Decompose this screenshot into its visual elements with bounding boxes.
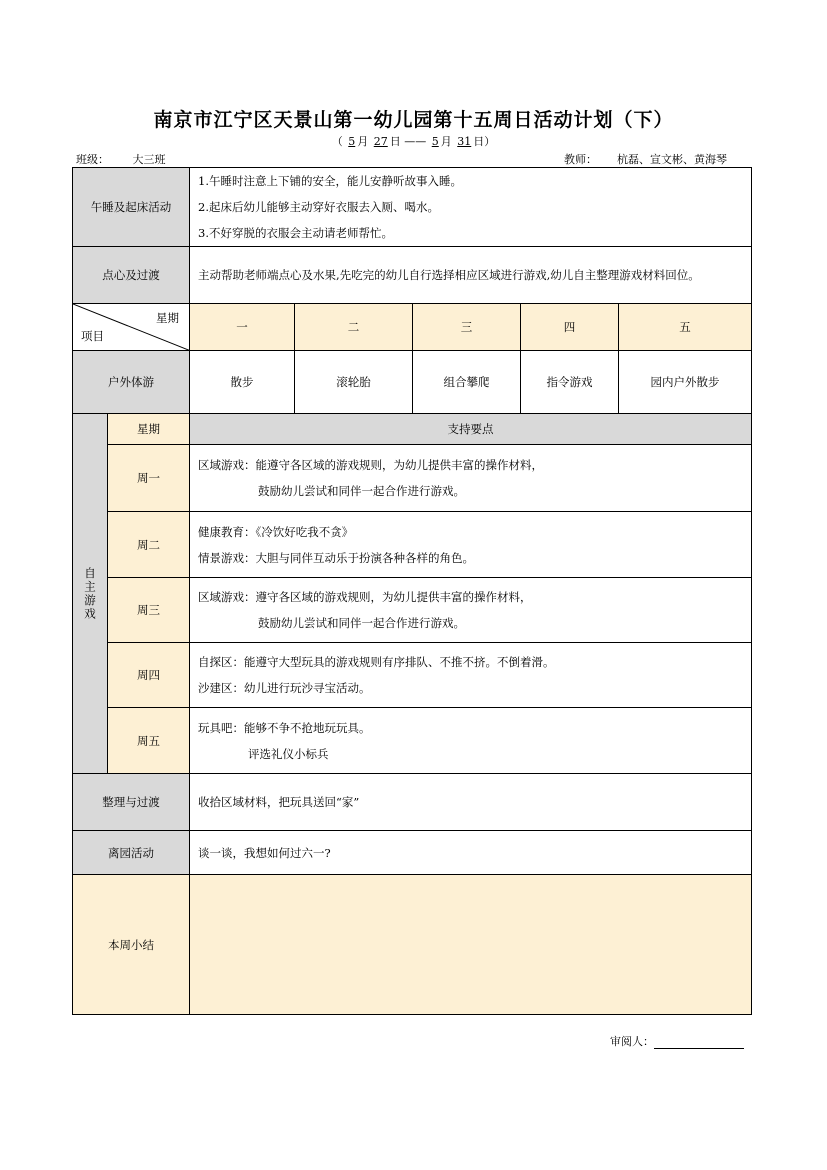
self-play-support: [190, 445, 752, 512]
activity-plan-table: [72, 167, 752, 1015]
self-play-label: [73, 414, 108, 774]
self-play-row-wed: [73, 578, 752, 643]
diagonal-header-cell: [73, 304, 190, 351]
leave-row: [73, 831, 752, 875]
outdoor-row: [73, 351, 752, 414]
nap-content: [190, 168, 752, 247]
outdoor-label: 户外体游: [73, 351, 190, 414]
support-line: 健康教育：《冷饮好吃我不贪》: [198, 524, 354, 539]
self-play-row-thu: [73, 643, 752, 708]
class-label: 班级：: [76, 153, 109, 166]
self-play-support: [190, 512, 752, 578]
date-range: [0, 133, 827, 149]
self-play-header-row: [73, 414, 752, 445]
reviewer-label: 审阅人：: [610, 1035, 654, 1048]
start-month: 5: [348, 135, 356, 148]
support-line: 情景游戏：大胆与同伴互动乐于扮演各种各样的角色。: [198, 550, 474, 565]
leave-label: 离园活动: [73, 831, 190, 875]
day-header-wed: 三: [413, 304, 521, 351]
self-play-day: 周二: [108, 512, 190, 578]
class-info: [76, 151, 189, 168]
snack-row: [73, 247, 752, 304]
teacher-info: [564, 151, 747, 168]
support-line: 评选礼仪小标兵: [248, 746, 329, 761]
day-header-tue: 二: [295, 304, 413, 351]
summary-row: [73, 875, 752, 1015]
support-line: 玩具吧：能够不争不抢地玩玩具。: [198, 720, 371, 735]
self-play-support: [190, 578, 752, 643]
nap-line: 1.午睡时注意上下铺的安全，能儿安静听故事入睡。: [198, 174, 462, 188]
self-play-support: [190, 708, 752, 774]
support-line: 沙建区：幼儿进行玩沙寻宝活动。: [198, 681, 371, 695]
summary-label: 本周小结: [73, 875, 190, 1015]
self-play-day: 周五: [108, 708, 190, 774]
day-char: 日: [389, 135, 401, 148]
reviewer-signature-line[interactable]: [654, 1036, 744, 1049]
diag-weekday-label: 星期: [156, 311, 179, 325]
week-header-row: [73, 304, 752, 351]
day-header-mon: 一: [190, 304, 295, 351]
outdoor-item-tue: 滚轮胎: [295, 351, 413, 414]
self-play-row-tue: [73, 512, 752, 578]
outdoor-item-wed: 组合攀爬: [413, 351, 521, 414]
support-line: 鼓励幼儿尝试和同伴一起合作进行游戏。: [258, 616, 465, 630]
self-play-row-mon: [73, 445, 752, 512]
self-play-support: [190, 643, 752, 708]
self-play-support-col: 支持要点: [190, 414, 752, 445]
self-play-day: 周一: [108, 445, 190, 512]
page-title: 南京市江宁区天景山第一幼儿园第十五周日活动计划（下）: [153, 109, 674, 131]
snack-label: 点心及过渡: [73, 247, 190, 304]
diag-item-label: 项目: [81, 329, 104, 343]
support-line: 区域游戏：能遵守各区域的游戏规则，为幼儿提供丰富的操作材料，: [198, 458, 543, 472]
snack-content: 主动帮助老师端点心及水果,先吃完的幼儿自行选择相应区域进行游戏,幼儿自主整理游戏材料回位。: [190, 247, 752, 304]
self-play-day: 周四: [108, 643, 190, 708]
outdoor-item-thu: 指令游戏: [521, 351, 619, 414]
teacher-label: 教师：: [564, 153, 597, 166]
end-month: 5: [431, 135, 439, 148]
leave-content: 谈一谈，我想如何过六一?: [190, 831, 752, 875]
nap-row: [73, 168, 752, 247]
day-char-close: 日）: [473, 135, 496, 148]
month-char: 月: [357, 135, 369, 148]
self-play-day: 周三: [108, 578, 190, 643]
reviewer-signature: [610, 1033, 744, 1049]
self-play-row-fri: [73, 708, 752, 774]
nap-line: 3.不好穿脱的衣服会主动请老师帮忙。: [198, 226, 393, 240]
support-line: 自探区：能遵守大型玩具的游戏规则有序排队、不推不挤。不倒着滑。: [198, 655, 555, 669]
outdoor-item-mon: 散步: [190, 351, 295, 414]
outdoor-item-fri: 园内户外散步: [619, 351, 752, 414]
tidy-row: [73, 774, 752, 831]
tidy-content: 收拾区域材料，把玩具送回“家”: [190, 774, 752, 831]
summary-content[interactable]: [190, 875, 752, 1015]
support-line: 鼓励幼儿尝试和同伴一起合作进行游戏。: [258, 484, 465, 498]
self-play-day-col: 星期: [108, 414, 190, 445]
date-dash: ——: [404, 135, 427, 148]
day-header-fri: 五: [619, 304, 752, 351]
month-char: 月: [440, 135, 452, 148]
day-header-thu: 四: [521, 304, 619, 351]
self-play-label-text: 自主游戏: [83, 566, 97, 621]
date-open: （: [331, 135, 343, 148]
nap-line: 2.起床后幼儿能够主动穿好衣服去入厕、喝水。: [198, 200, 439, 214]
end-day: 31: [457, 135, 472, 148]
tidy-label: 整理与过渡: [73, 774, 190, 831]
class-value: 大三班: [109, 151, 189, 168]
nap-label: 午睡及起床活动: [73, 168, 190, 247]
start-day: 27: [373, 135, 388, 148]
support-line: 区域游戏：遵守各区域的游戏规则，为幼儿提供丰富的操作材料，: [198, 590, 532, 604]
teacher-value: 杭磊、宣文彬、黄海琴: [597, 151, 747, 168]
